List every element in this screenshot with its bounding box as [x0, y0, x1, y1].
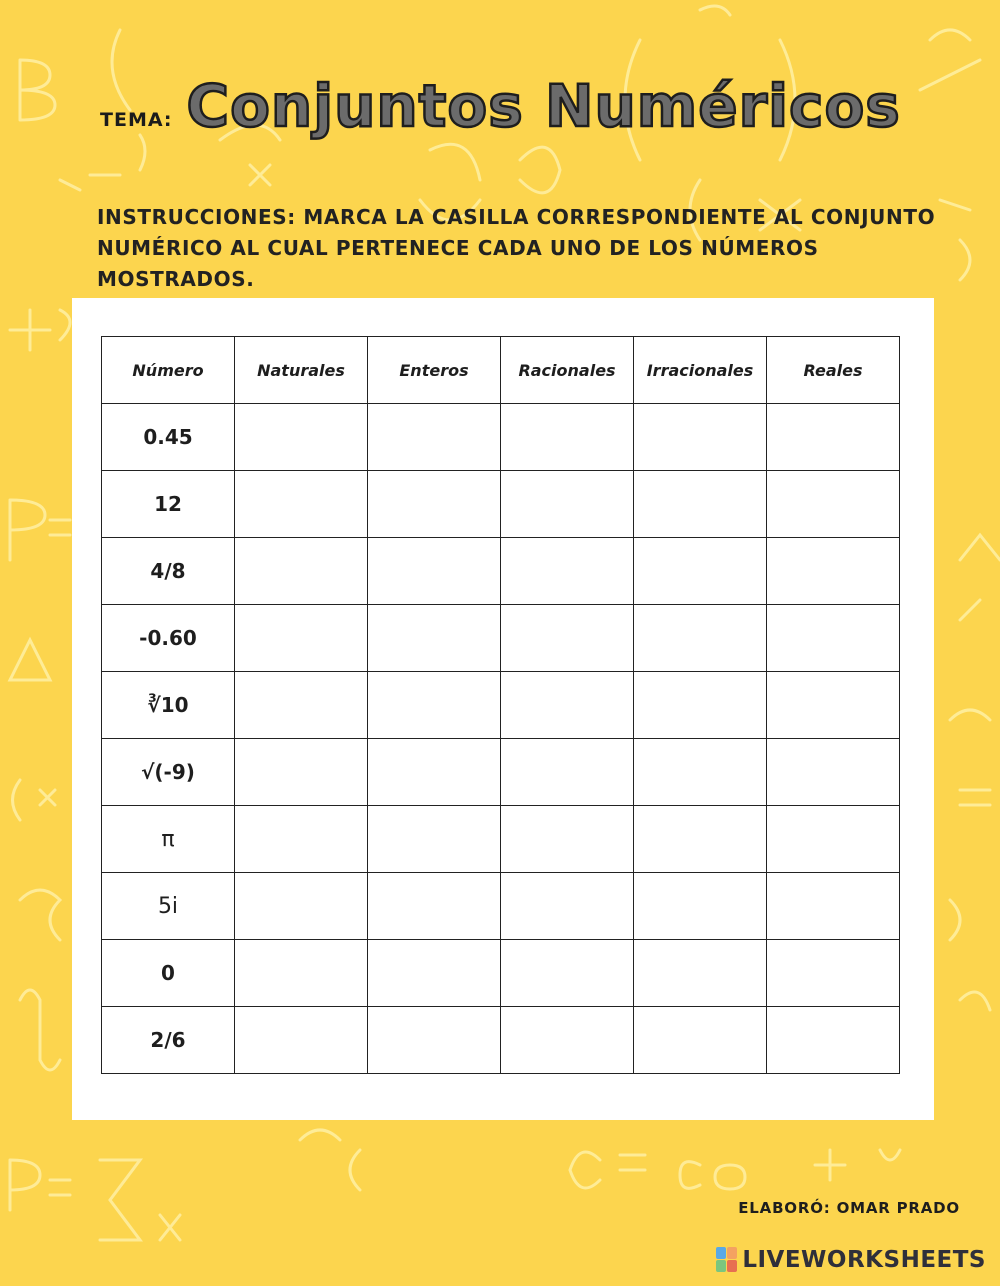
checkbox-cell-naturales[interactable]	[235, 605, 368, 672]
checkbox-cell-racionales[interactable]	[501, 940, 634, 1007]
table-row	[102, 739, 900, 806]
title-row	[100, 72, 901, 140]
table-row	[102, 806, 900, 873]
checkbox-cell-reales[interactable]	[767, 538, 900, 605]
number-cell: ∛10	[102, 672, 235, 739]
checkbox-cell-enteros[interactable]	[368, 471, 501, 538]
checkbox-cell-reales[interactable]	[767, 672, 900, 739]
table-row	[102, 605, 900, 672]
brand-name: LIVEWORKSHEETS	[742, 1247, 986, 1273]
checkbox-cell-naturales[interactable]	[235, 739, 368, 806]
checkbox-cell-irracionales[interactable]	[634, 739, 767, 806]
number-cell: π	[102, 806, 235, 873]
checkbox-cell-irracionales[interactable]	[634, 1007, 767, 1074]
instructions-text	[97, 202, 957, 295]
number-cell: √(-9)	[102, 739, 235, 806]
header-numero: Número	[102, 337, 235, 404]
checkbox-cell-enteros[interactable]	[368, 404, 501, 471]
checkbox-cell-racionales[interactable]	[501, 873, 634, 940]
number-cell: 4/8	[102, 538, 235, 605]
number-cell: -0.60	[102, 605, 235, 672]
checkbox-cell-racionales[interactable]	[501, 471, 634, 538]
checkbox-cell-enteros[interactable]	[368, 806, 501, 873]
instructions-line-2: NUMÉRICO AL CUAL PERTENECE CADA UNO DE LOS NÚMEROS MOSTRADOS.	[97, 236, 819, 291]
checkbox-cell-racionales[interactable]	[501, 538, 634, 605]
checkbox-cell-reales[interactable]	[767, 806, 900, 873]
checkbox-cell-racionales[interactable]	[501, 672, 634, 739]
header-racionales: Racionales	[501, 337, 634, 404]
checkbox-cell-enteros[interactable]	[368, 873, 501, 940]
header-irracionales: Irracionales	[634, 337, 767, 404]
checkbox-cell-irracionales[interactable]	[634, 471, 767, 538]
checkbox-cell-irracionales[interactable]	[634, 672, 767, 739]
checkbox-cell-naturales[interactable]	[235, 538, 368, 605]
checkbox-cell-naturales[interactable]	[235, 940, 368, 1007]
table-row	[102, 404, 900, 471]
checkbox-cell-racionales[interactable]	[501, 806, 634, 873]
checkbox-cell-enteros[interactable]	[368, 1007, 501, 1074]
number-cell: 0.45	[102, 404, 235, 471]
checkbox-cell-irracionales[interactable]	[634, 538, 767, 605]
number-cell: 0	[102, 940, 235, 1007]
table-row	[102, 873, 900, 940]
checkbox-cell-irracionales[interactable]	[634, 605, 767, 672]
topic-label: TEMA:	[100, 109, 173, 131]
worksheet-title: Conjuntos Numéricos	[186, 72, 901, 140]
table-row	[102, 538, 900, 605]
checkbox-cell-reales[interactable]	[767, 739, 900, 806]
checkbox-cell-enteros[interactable]	[368, 672, 501, 739]
checkbox-cell-enteros[interactable]	[368, 605, 501, 672]
number-cell: 12	[102, 471, 235, 538]
checkbox-cell-racionales[interactable]	[501, 404, 634, 471]
checkbox-cell-naturales[interactable]	[235, 806, 368, 873]
checkbox-cell-reales[interactable]	[767, 471, 900, 538]
checkbox-cell-racionales[interactable]	[501, 605, 634, 672]
checkbox-cell-reales[interactable]	[767, 404, 900, 471]
checkbox-cell-naturales[interactable]	[235, 404, 368, 471]
header-enteros: Enteros	[368, 337, 501, 404]
author-credit: ELABORÓ: OMAR PRADO	[738, 1199, 960, 1217]
classification-table	[101, 336, 900, 1074]
checkbox-cell-enteros[interactable]	[368, 940, 501, 1007]
checkbox-cell-enteros[interactable]	[368, 739, 501, 806]
table-row	[102, 672, 900, 739]
number-cell: 5i	[102, 873, 235, 940]
checkbox-cell-naturales[interactable]	[235, 873, 368, 940]
table-row	[102, 940, 900, 1007]
table-row	[102, 1007, 900, 1074]
checkbox-cell-enteros[interactable]	[368, 538, 501, 605]
checkbox-cell-irracionales[interactable]	[634, 806, 767, 873]
header-naturales: Naturales	[235, 337, 368, 404]
liveworksheets-logo-icon	[716, 1247, 738, 1273]
checkbox-cell-naturales[interactable]	[235, 1007, 368, 1074]
checkbox-cell-irracionales[interactable]	[634, 404, 767, 471]
header-reales: Reales	[767, 337, 900, 404]
checkbox-cell-reales[interactable]	[767, 1007, 900, 1074]
instructions-line-1: INSTRUCCIONES: MARCA LA CASILLA CORRESPONDIENTE AL CONJUNTO	[97, 205, 936, 229]
checkbox-cell-racionales[interactable]	[501, 1007, 634, 1074]
table-row	[102, 471, 900, 538]
checkbox-cell-naturales[interactable]	[235, 471, 368, 538]
checkbox-cell-reales[interactable]	[767, 605, 900, 672]
checkbox-cell-irracionales[interactable]	[634, 873, 767, 940]
checkbox-cell-naturales[interactable]	[235, 672, 368, 739]
liveworksheets-brand[interactable]	[716, 1247, 986, 1273]
number-cell: 2/6	[102, 1007, 235, 1074]
table-header-row	[102, 337, 900, 404]
checkbox-cell-irracionales[interactable]	[634, 940, 767, 1007]
checkbox-cell-racionales[interactable]	[501, 739, 634, 806]
checkbox-cell-reales[interactable]	[767, 873, 900, 940]
checkbox-cell-reales[interactable]	[767, 940, 900, 1007]
